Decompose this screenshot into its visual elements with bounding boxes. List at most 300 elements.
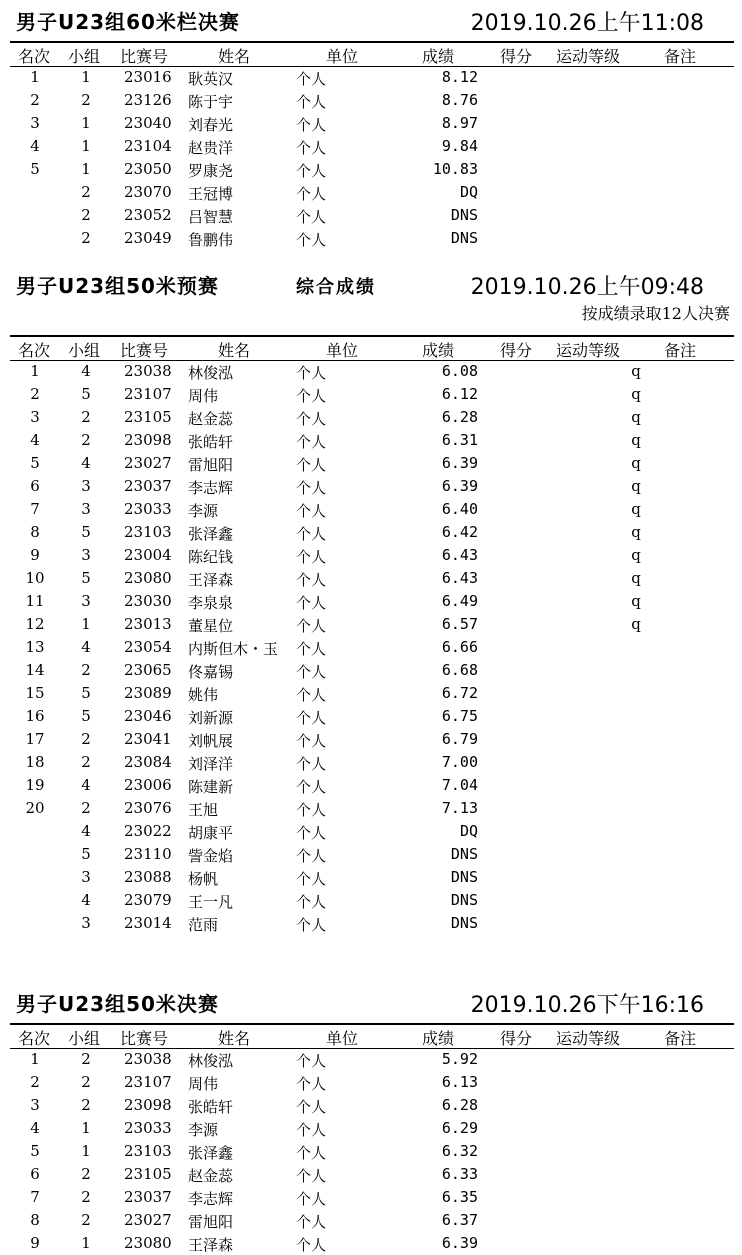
cell-unit: 个人	[296, 185, 327, 203]
cell-rank: 5	[30, 160, 40, 178]
column-header: 备注	[664, 341, 697, 360]
cell-group: 2	[81, 1050, 91, 1068]
cell-bib: 23089	[124, 684, 172, 702]
cell-unit: 个人	[296, 479, 327, 497]
column-header: 成绩	[422, 47, 455, 66]
cell-rank: 2	[30, 1073, 40, 1091]
cell-group: 4	[81, 891, 91, 909]
cell-unit: 个人	[296, 617, 327, 635]
cell-unit: 个人	[296, 709, 327, 727]
cell-result: 9.84	[441, 137, 478, 155]
cell-group: 4	[81, 638, 91, 656]
table-header	[10, 41, 734, 67]
cell-rank: 2	[30, 91, 40, 109]
cell-mark: q	[631, 592, 641, 610]
table-row	[10, 1071, 734, 1094]
cell-unit: 个人	[296, 525, 327, 543]
cell-unit: 个人	[296, 755, 327, 773]
cell-result: DQ	[459, 822, 478, 840]
cell-rank: 20	[25, 799, 45, 817]
cell-unit: 个人	[296, 1052, 327, 1070]
cell-unit: 个人	[296, 208, 327, 226]
cell-rank: 6	[30, 1165, 40, 1183]
cell-bib: 23076	[124, 799, 172, 817]
cell-group: 4	[81, 822, 91, 840]
cell-unit: 个人	[296, 847, 327, 865]
cell-unit: 个人	[296, 778, 327, 796]
cell-bib: 23027	[124, 454, 172, 472]
table-row	[10, 590, 734, 613]
table-row	[10, 383, 734, 406]
cell-result: DNS	[450, 868, 478, 886]
cell-name: 罗康尧	[188, 162, 234, 180]
column-header: 比赛号	[120, 1029, 169, 1048]
cell-name: 刘泽洋	[188, 755, 234, 773]
column-header: 成绩	[422, 1029, 455, 1048]
cell-result: 6.75	[441, 707, 478, 725]
cell-name: 王一凡	[188, 893, 234, 911]
table-row	[10, 360, 734, 383]
cell-rank: 2	[30, 385, 40, 403]
table-row	[10, 475, 734, 498]
cell-unit: 个人	[296, 364, 327, 382]
cell-result: 6.28	[441, 1096, 478, 1114]
cell-name: 耿英汉	[188, 70, 234, 88]
cell-unit: 个人	[296, 1098, 327, 1116]
cell-name: 董星位	[188, 617, 234, 635]
qualification-note: 按成绩录取12人决赛	[581, 304, 730, 323]
cell-bib: 23016	[124, 68, 172, 86]
cell-unit: 个人	[296, 1075, 327, 1093]
cell-mark: q	[631, 500, 641, 518]
cell-bib: 23070	[124, 183, 172, 201]
cell-group: 1	[81, 160, 91, 178]
column-header: 运动等级	[556, 341, 621, 360]
cell-result: 8.97	[441, 114, 478, 132]
section-datetime: 2019.10.26下午16:16	[470, 993, 704, 1018]
cell-rank: 3	[30, 114, 40, 132]
cell-result: 7.00	[441, 753, 478, 771]
cell-bib: 23110	[124, 845, 172, 863]
cell-name: 杨帆	[188, 870, 219, 888]
column-header: 运动等级	[556, 47, 621, 66]
cell-unit: 个人	[296, 686, 327, 704]
cell-unit: 个人	[296, 502, 327, 520]
column-header: 单位	[326, 47, 359, 66]
column-header: 小组	[68, 47, 101, 66]
section-title: 男子U23组50米预赛	[16, 274, 219, 298]
table-row	[10, 1094, 734, 1117]
cell-name: 张泽鑫	[188, 525, 234, 543]
table-row	[10, 1140, 734, 1163]
cell-group: 5	[81, 385, 91, 403]
table-row	[10, 705, 734, 728]
cell-group: 5	[81, 523, 91, 541]
column-header: 得分	[500, 1029, 533, 1048]
cell-result: 10.83	[432, 160, 478, 178]
column-header: 姓名	[218, 341, 251, 360]
section-title: 男子U23组50米决赛	[16, 992, 219, 1016]
cell-bib: 23013	[124, 615, 172, 633]
cell-unit: 个人	[296, 1167, 327, 1185]
table-header	[10, 335, 734, 361]
cell-unit: 个人	[296, 456, 327, 474]
cell-bib: 23041	[124, 730, 172, 748]
cell-group: 5	[81, 569, 91, 587]
cell-group: 2	[81, 408, 91, 426]
cell-name: 訾金焰	[188, 847, 234, 865]
cell-result: 6.32	[441, 1142, 478, 1160]
table-row	[10, 452, 734, 475]
cell-name: 姚伟	[188, 686, 219, 704]
cell-unit: 个人	[296, 231, 327, 249]
table-row	[10, 429, 734, 452]
table-row	[10, 613, 734, 636]
cell-bib: 23033	[124, 1119, 172, 1137]
cell-result: 6.28	[441, 408, 478, 426]
cell-rank: 10	[25, 569, 45, 587]
cell-bib: 23046	[124, 707, 172, 725]
cell-unit: 个人	[296, 663, 327, 681]
table-row	[10, 1117, 734, 1140]
cell-name: 林俊泓	[188, 1052, 234, 1070]
cell-unit: 个人	[296, 1190, 327, 1208]
cell-unit: 个人	[296, 548, 327, 566]
cell-name: 张泽鑫	[188, 1144, 234, 1162]
cell-result: 7.13	[441, 799, 478, 817]
cell-name: 刘新源	[188, 709, 234, 727]
cell-unit: 个人	[296, 732, 327, 750]
cell-group: 2	[81, 1073, 91, 1091]
cell-name: 周伟	[188, 387, 219, 405]
table-row	[10, 1209, 734, 1232]
cell-name: 张皓轩	[188, 1098, 234, 1116]
cell-result: 6.39	[441, 477, 478, 495]
column-header: 单位	[326, 1029, 359, 1048]
cell-group: 1	[81, 1119, 91, 1137]
table-row	[10, 843, 734, 866]
cell-bib: 23103	[124, 1142, 172, 1160]
cell-name: 周伟	[188, 1075, 219, 1093]
cell-result: 6.13	[441, 1073, 478, 1091]
cell-result: 6.79	[441, 730, 478, 748]
cell-group: 2	[81, 229, 91, 247]
cell-result: 6.12	[441, 385, 478, 403]
cell-bib: 23098	[124, 431, 172, 449]
cell-rank: 6	[30, 477, 40, 495]
cell-bib: 23098	[124, 1096, 172, 1114]
cell-rank: 11	[25, 592, 45, 610]
cell-mark: q	[631, 408, 641, 426]
cell-group: 2	[81, 661, 91, 679]
cell-bib: 23050	[124, 160, 172, 178]
cell-rank: 3	[30, 1096, 40, 1114]
cell-result: DNS	[450, 206, 478, 224]
cell-result: 6.72	[441, 684, 478, 702]
cell-group: 4	[81, 776, 91, 794]
cell-result: 6.40	[441, 500, 478, 518]
column-header: 得分	[500, 47, 533, 66]
cell-bib: 23004	[124, 546, 172, 564]
cell-name: 吕智慧	[188, 208, 234, 226]
cell-rank: 1	[30, 68, 40, 86]
cell-name: 陈于宇	[188, 93, 234, 111]
cell-bib: 23084	[124, 753, 172, 771]
cell-group: 1	[81, 1142, 91, 1160]
cell-group: 2	[81, 753, 91, 771]
cell-group: 3	[81, 592, 91, 610]
table-row	[10, 774, 734, 797]
cell-result: 6.49	[441, 592, 478, 610]
cell-bib: 23054	[124, 638, 172, 656]
cell-bib: 23065	[124, 661, 172, 679]
cell-mark: q	[631, 454, 641, 472]
cell-rank: 5	[30, 1142, 40, 1160]
cell-rank: 4	[30, 431, 40, 449]
cell-group: 2	[81, 730, 91, 748]
cell-result: 6.68	[441, 661, 478, 679]
cell-rank: 1	[30, 362, 40, 380]
column-header: 小组	[68, 1029, 101, 1048]
column-header: 比赛号	[120, 341, 169, 360]
cell-bib: 23107	[124, 1073, 172, 1091]
cell-result: 6.39	[441, 1234, 478, 1252]
table-row	[10, 406, 734, 429]
cell-group: 1	[81, 114, 91, 132]
cell-rank: 3	[30, 408, 40, 426]
cell-bib: 23038	[124, 362, 172, 380]
cell-name: 胡康平	[188, 824, 234, 842]
cell-result: DQ	[459, 183, 478, 201]
table-row	[10, 659, 734, 682]
cell-unit: 个人	[296, 893, 327, 911]
cell-bib: 23014	[124, 914, 172, 932]
cell-group: 2	[81, 1165, 91, 1183]
cell-bib: 23037	[124, 477, 172, 495]
cell-rank: 12	[25, 615, 45, 633]
table-row	[10, 751, 734, 774]
cell-rank: 9	[30, 1234, 40, 1252]
cell-unit: 个人	[296, 387, 327, 405]
cell-unit: 个人	[296, 916, 327, 934]
cell-result: 6.35	[441, 1188, 478, 1206]
cell-group: 3	[81, 477, 91, 495]
section-datetime: 2019.10.26上午09:48	[470, 275, 704, 300]
cell-group: 1	[81, 615, 91, 633]
column-header: 名次	[18, 341, 51, 360]
cell-name: 刘春光	[188, 116, 234, 134]
table-row	[10, 820, 734, 843]
table-row	[10, 912, 734, 935]
cell-result: 6.31	[441, 431, 478, 449]
cell-name: 雷旭阳	[188, 456, 234, 474]
cell-bib: 23040	[124, 114, 172, 132]
cell-result: 5.92	[441, 1050, 478, 1068]
table-row	[10, 66, 734, 89]
cell-unit: 个人	[296, 1213, 327, 1231]
cell-rank: 17	[25, 730, 45, 748]
cell-rank: 9	[30, 546, 40, 564]
cell-group: 2	[81, 431, 91, 449]
cell-rank: 5	[30, 454, 40, 472]
cell-unit: 个人	[296, 162, 327, 180]
cell-name: 陈建新	[188, 778, 234, 796]
cell-mark: q	[631, 546, 641, 564]
cell-bib: 23105	[124, 408, 172, 426]
column-header: 单位	[326, 341, 359, 360]
table-row	[10, 498, 734, 521]
cell-bib: 23052	[124, 206, 172, 224]
cell-name: 王冠博	[188, 185, 234, 203]
cell-group: 3	[81, 546, 91, 564]
cell-bib: 23022	[124, 822, 172, 840]
cell-group: 1	[81, 137, 91, 155]
cell-name: 佟嘉锡	[188, 663, 234, 681]
table-row	[10, 158, 734, 181]
cell-name: 赵贵洋	[188, 139, 234, 157]
cell-unit: 个人	[296, 824, 327, 842]
cell-name: 李泉泉	[188, 594, 234, 612]
cell-unit: 个人	[296, 93, 327, 111]
column-header: 备注	[664, 47, 697, 66]
cell-result: 6.43	[441, 546, 478, 564]
cell-mark: q	[631, 385, 641, 403]
cell-unit: 个人	[296, 1236, 327, 1254]
section-title: 男子U23组60米栏决赛	[16, 10, 240, 34]
cell-group: 2	[81, 91, 91, 109]
column-header: 比赛号	[120, 47, 169, 66]
table-row	[10, 797, 734, 820]
cell-bib: 23088	[124, 868, 172, 886]
cell-result: 6.43	[441, 569, 478, 587]
cell-name: 王泽森	[188, 1236, 234, 1254]
cell-bib: 23030	[124, 592, 172, 610]
table-row	[10, 135, 734, 158]
table-row	[10, 728, 734, 751]
cell-mark: q	[631, 362, 641, 380]
column-header: 备注	[664, 1029, 697, 1048]
cell-rank: 13	[25, 638, 45, 656]
cell-bib: 23105	[124, 1165, 172, 1183]
cell-mark: q	[631, 477, 641, 495]
cell-name: 李源	[188, 1121, 219, 1139]
cell-name: 王旭	[188, 801, 219, 819]
cell-unit: 个人	[296, 571, 327, 589]
cell-name: 李志辉	[188, 1190, 234, 1208]
cell-group: 2	[81, 183, 91, 201]
cell-rank: 7	[30, 500, 40, 518]
cell-group: 5	[81, 684, 91, 702]
cell-unit: 个人	[296, 1121, 327, 1139]
cell-mark: q	[631, 569, 641, 587]
cell-result: DNS	[450, 845, 478, 863]
cell-rank: 8	[30, 523, 40, 541]
cell-group: 2	[81, 1188, 91, 1206]
cell-bib: 23038	[124, 1050, 172, 1068]
cell-result: 6.57	[441, 615, 478, 633]
cell-name: 刘帆展	[188, 732, 234, 750]
cell-group: 5	[81, 707, 91, 725]
cell-group: 3	[81, 914, 91, 932]
cell-result: DNS	[450, 229, 478, 247]
cell-group: 3	[81, 500, 91, 518]
cell-mark: q	[631, 615, 641, 633]
cell-rank: 8	[30, 1211, 40, 1229]
table-row	[10, 1048, 734, 1071]
cell-name: 张皓轩	[188, 433, 234, 451]
cell-bib: 23107	[124, 385, 172, 403]
cell-name: 李志辉	[188, 479, 234, 497]
cell-group: 5	[81, 845, 91, 863]
cell-bib: 23080	[124, 1234, 172, 1252]
cell-unit: 个人	[296, 870, 327, 888]
cell-result: 7.04	[441, 776, 478, 794]
cell-bib: 23104	[124, 137, 172, 155]
cell-rank: 18	[25, 753, 45, 771]
table-row	[10, 682, 734, 705]
table-row	[10, 521, 734, 544]
cell-bib: 23103	[124, 523, 172, 541]
cell-result: DNS	[450, 914, 478, 932]
cell-name: 林俊泓	[188, 364, 234, 382]
cell-result: 6.39	[441, 454, 478, 472]
cell-rank: 16	[25, 707, 45, 725]
table-row	[10, 89, 734, 112]
cell-unit: 个人	[296, 139, 327, 157]
column-header: 成绩	[422, 341, 455, 360]
cell-group: 2	[81, 1096, 91, 1114]
cell-bib: 23049	[124, 229, 172, 247]
cell-name: 陈纪钱	[188, 548, 234, 566]
cell-result: 6.37	[441, 1211, 478, 1229]
column-header: 得分	[500, 341, 533, 360]
section-datetime: 2019.10.26上午11:08	[470, 11, 704, 36]
cell-unit: 个人	[296, 1144, 327, 1162]
table-row	[10, 636, 734, 659]
cell-result: DNS	[450, 891, 478, 909]
cell-rank: 1	[30, 1050, 40, 1068]
cell-unit: 个人	[296, 801, 327, 819]
cell-name: 范雨	[188, 916, 219, 934]
cell-group: 4	[81, 454, 91, 472]
cell-result: 6.08	[441, 362, 478, 380]
cell-group: 4	[81, 362, 91, 380]
cell-group: 1	[81, 1234, 91, 1252]
cell-result: 8.76	[441, 91, 478, 109]
cell-rank: 4	[30, 137, 40, 155]
cell-name: 王泽森	[188, 571, 234, 589]
column-header: 运动等级	[556, 1029, 621, 1048]
table-row	[10, 866, 734, 889]
table-row	[10, 1163, 734, 1186]
cell-name: 赵金蕊	[188, 1167, 234, 1185]
cell-name: 李源	[188, 502, 219, 520]
table-row	[10, 1232, 734, 1255]
cell-result: 6.29	[441, 1119, 478, 1137]
cell-name: 赵金蕊	[188, 410, 234, 428]
cell-bib: 23033	[124, 500, 172, 518]
cell-mark: q	[631, 431, 641, 449]
table-header	[10, 1023, 734, 1049]
cell-result: 6.42	[441, 523, 478, 541]
cell-group: 1	[81, 68, 91, 86]
column-header: 名次	[18, 1029, 51, 1048]
table-row	[10, 227, 734, 250]
cell-unit: 个人	[296, 116, 327, 134]
column-header: 姓名	[218, 1029, 251, 1048]
cell-bib: 23037	[124, 1188, 172, 1206]
table-row	[10, 1186, 734, 1209]
